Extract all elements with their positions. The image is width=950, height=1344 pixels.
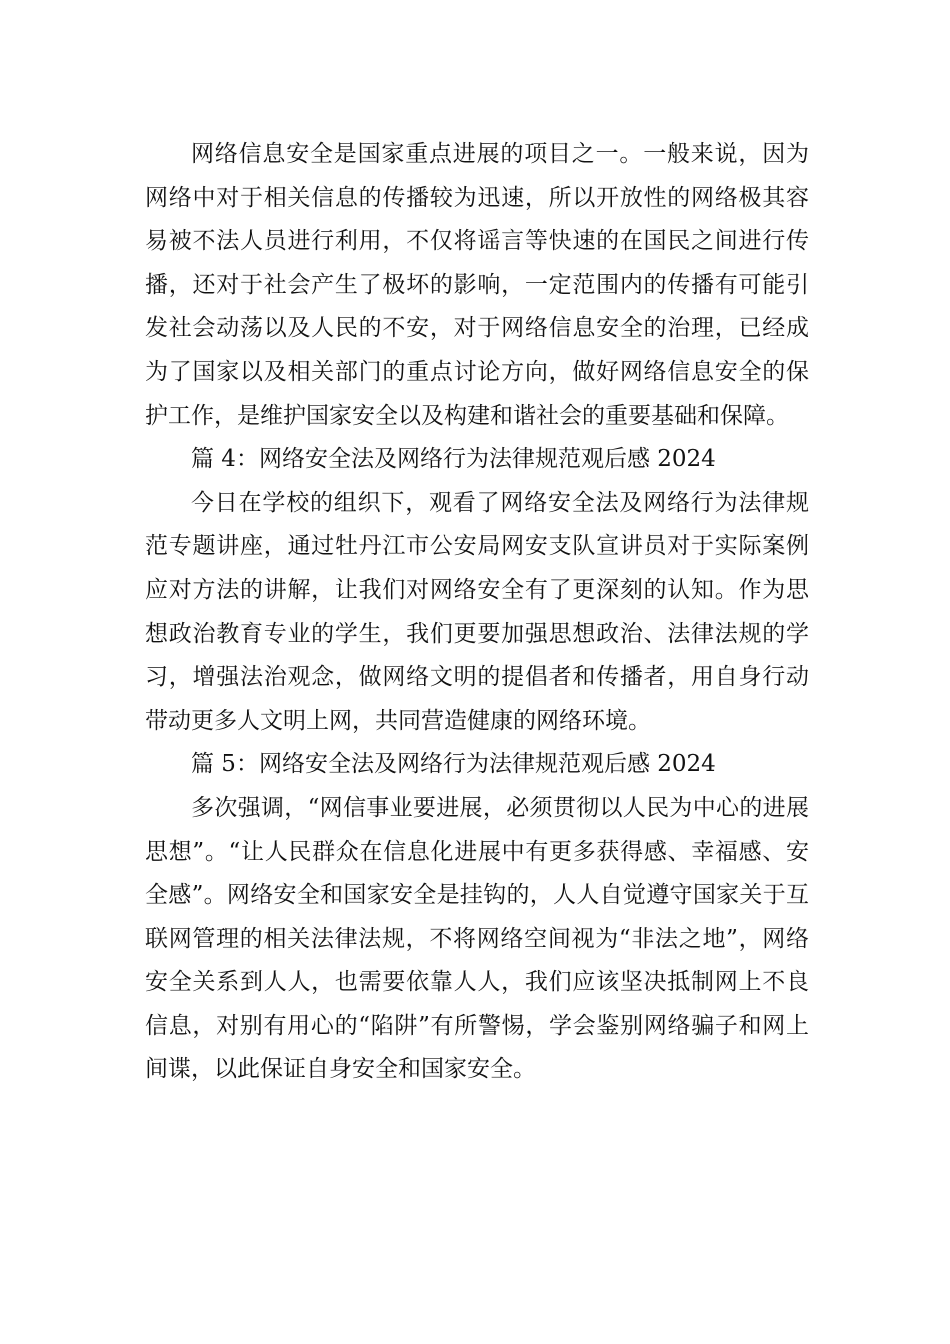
paragraph-network-security-intro: 网络信息安全是国家重点进展的项目之一。一般来说，因为网络中对于相关信息的传播较为迅速，所以开放性的网络极其容易被不法人员进行利用，不仅将谣言等快速的在国民之间进行传播，还对于社会产生了极坏的影响，一定范围内的传播有可能引发社会动荡以及人民的不安，对于网络信息安全的治理，已经成为了国家以及相关部门的重点讨论方向，做好网络信息安全的保护工作，是维护国家安全以及构建和谐社会的重要基础和保障。 [145, 141, 809, 429]
section-heading-4: 篇 4：网络安全法及网络行为法律规范观后感 2024 [191, 446, 716, 473]
section-heading-5: 篇 5：网络安全法及网络行为法律规范观后感 2024 [191, 751, 716, 778]
paragraph-people-centered: 多次强调，“网信事业要进展，必须贯彻以人民为中心的进展思想”。“让人民群众在信息化进展中有更多获得感、幸福感、安全感”。网络安全和国家安全是挂钩的，人人自觉遵守国家关于互联网管理的相关法律法规，不将网络空间视为“非法之地”，网络安全关系到人人，也需要依靠人人，我们应该坚决抵制网上不良信息，对别有用心的“陷阱”有所警惕，学会鉴别网络骗子和网上间谍，以此保证自身安全和国家安全。 [145, 794, 809, 1083]
document-page [145, 133, 809, 1092]
paragraph-lecture-reflection: 今日在学校的组织下，观看了网络安全法及网络行为法律规范专题讲座，通过牡丹江市公安局网安支队宣讲员对于实际案例应对方法的讲解，让我们对网络安全有了更深刻的认知。作为思想政治教育专业的学生，我们更要加强思想政治、法律法规的学习，增强法治观念，做网络文明的提倡者和传播者，用自身行动带动更多人文明上网，共同营造健康的网络环境。 [145, 489, 809, 734]
